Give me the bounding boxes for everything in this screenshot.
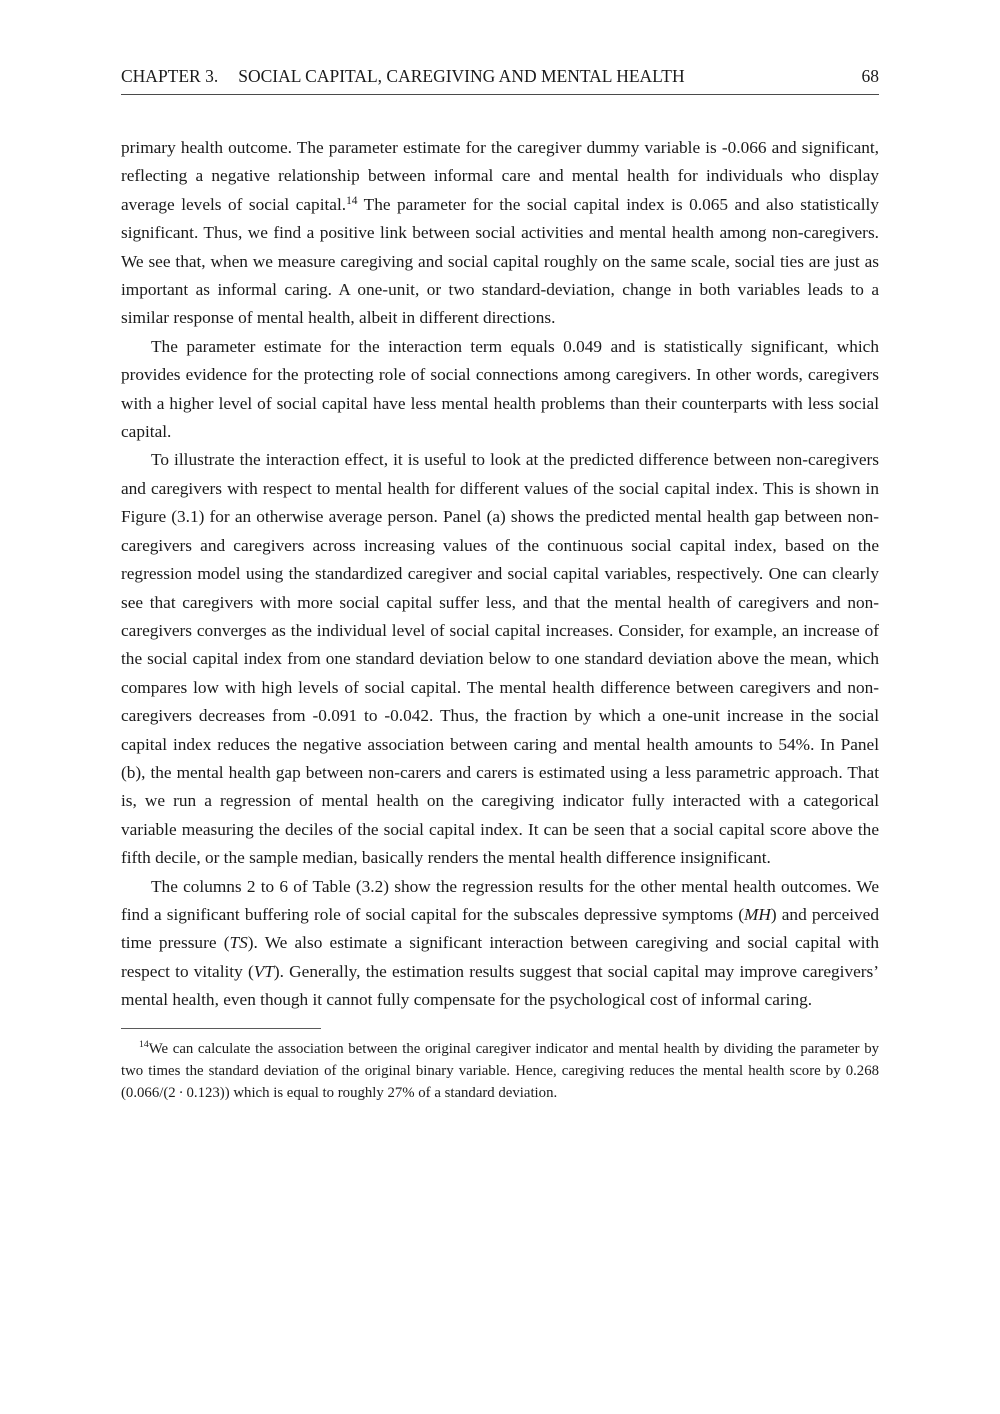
body-paragraphs: [121, 134, 879, 1015]
paragraph: The parameter estimate for the interaction term equals 0.049 and is statistically significant, which provides evidence for the protecting role of social connections among caregivers. In other words, caregivers with a higher level of social capital have less mental health problems than their counterparts with less social capital.: [121, 336, 879, 442]
math-variable: VT: [253, 961, 274, 981]
footnote: $^{14}$We can calculate the association between the original caregiver indicator and mental health by dividing the parameter by two times the standard deviation of the original binary variable. Hence, caregiving reduces the mental health score by 0.268 (0.066/(2 · 0.123)) which is equal to roughly 27% of a standard deviation.: [121, 1038, 879, 1102]
footnote-rule: [121, 1028, 321, 1029]
chapter-label: CHAPTER 3.: [121, 66, 219, 86]
footnote-block: [121, 1028, 879, 1105]
math-variable: TS: [229, 933, 248, 953]
header-left: [121, 66, 685, 87]
footnote-marker: 14: [139, 1038, 149, 1050]
footnote-marker: 14: [346, 194, 358, 207]
math-variable: MH: [743, 904, 771, 924]
chapter-title: SOCIAL CAPITAL, CAREGIVING AND MENTAL HEALTH: [238, 66, 685, 86]
paragraph: primary health outcome. The parameter estimate for the caregiver dummy variable is -0.066 and significant, reflecting a negative relationship between informal care and mental health for individuals who display average levels of social capital.$^{14}$ The parameter for the social capital index is 0.065 and also statistically significant. Thus, we find a positive link between social activities and mental health among non-caregivers. We see that, when we measure caregiving and social capital roughly on the same scale, social ties are just as important as informal caring. A one-unit, or two standard-deviation, change in both variables leads to a similar response of mental health, albeit in different directions.: [121, 138, 879, 328]
running-header: [121, 66, 879, 95]
page-number: 68: [861, 66, 879, 86]
paragraph: The columns 2 to 6 of Table (3.2) show the regression results for the other mental health outcomes. We find a significant buffering role of social capital for the subscales depressive symptoms (MH) and perceived time pressure (TS). We also estimate a significant interaction between caregiving and social capital with respect to vitality (VT). Generally, the estimation results suggest that social capital may improve caregivers’ mental health, even though it cannot fully compensate for the psychological cost of informal caring.: [121, 876, 879, 1010]
paragraph: To illustrate the interaction effect, it is useful to look at the predicted difference between non-caregivers and caregivers with respect to mental health for different values of the social capital index. This is shown in Figure (3.1) for an otherwise average person. Panel (a) shows the predicted mental health gap between non-caregivers and caregivers across increasing values of the continuous social capital index, based on the regression model using the standardized caregiver and social capital variables, respectively. One can clearly see that caregivers with more social capital suffer less, and that the mental health of caregivers and non-caregivers converges as the individual level of social capital increases. Consider, for example, an increase of the social capital index from one standard deviation below to one standard deviation above the mean, which compares low with high levels of social capital. The mental health difference between caregivers and non-caregivers decreases from -0.091 to -0.042. Thus, the fraction by which a one-unit increase in the social capital index reduces the negative association between caring and mental health amounts to 54%. In Panel (b), the mental health gap between non-carers and carers is estimated using a less parametric approach. That is, we run a regression of mental health on the caregiving indicator fully interacted with a categorical variable measuring the deciles of the social capital index. It can be seen that a social capital score above the fifth decile, or the sample median, basically renders the mental health difference insignificant.: [121, 450, 879, 868]
